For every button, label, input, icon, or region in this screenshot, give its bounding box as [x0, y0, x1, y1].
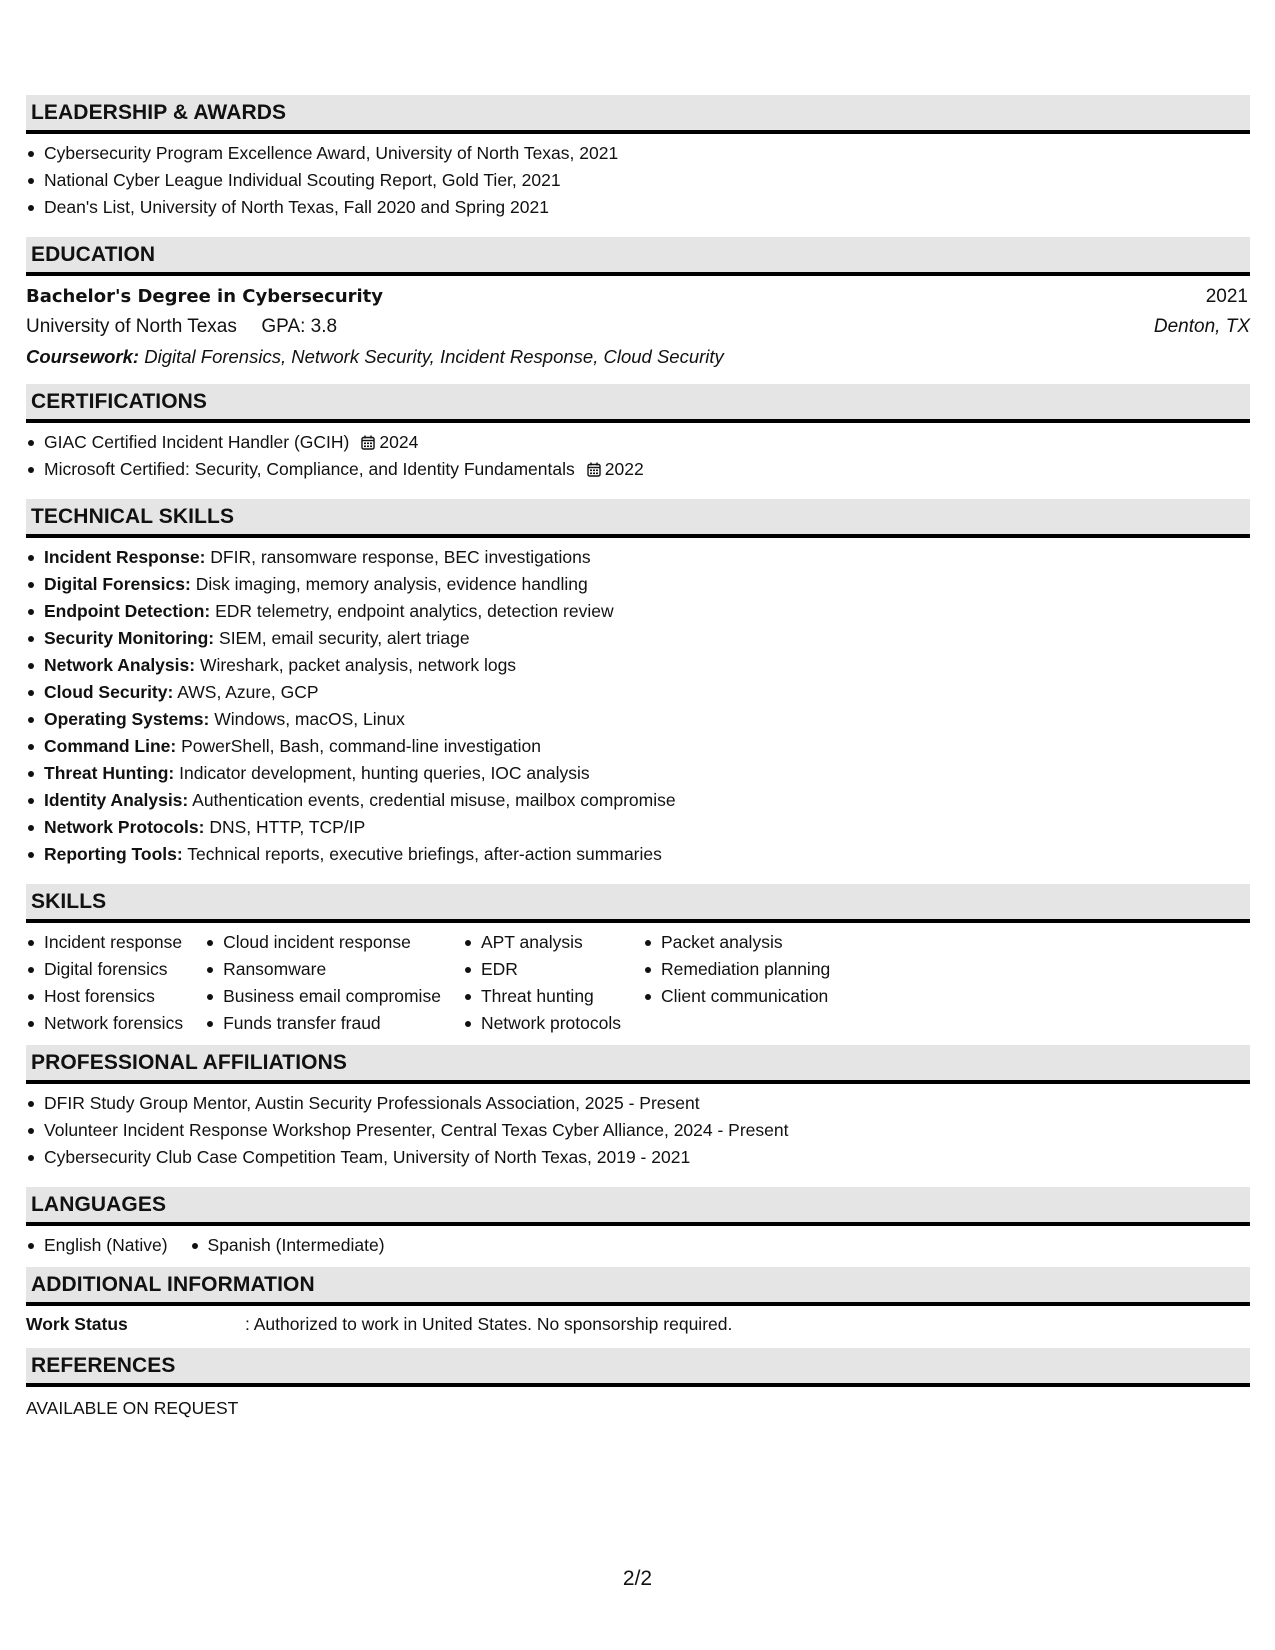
skill-value: SIEM, email security, alert triage [219, 628, 470, 648]
work-status-label: Work Status [26, 1314, 128, 1334]
skill-label: Incident Response: [44, 547, 206, 567]
section-header-education: EDUCATION [26, 237, 1250, 276]
list-item: English (Native) [26, 1232, 168, 1259]
certification-name: GIAC Certified Incident Handler (GCIH) [44, 432, 350, 452]
list-item: APT analysis [463, 929, 621, 956]
skills-column [463, 929, 621, 1037]
list-item [26, 598, 1250, 625]
skills-column [643, 929, 830, 1037]
section-header-certifications: CERTIFICATIONS [26, 384, 1250, 423]
list-item: Client communication [643, 983, 830, 1010]
resume-page [26, 95, 1250, 1422]
work-status-value: : Authorized to work in United States. No sponsorship required. [245, 1314, 733, 1334]
technical-skills-list [26, 538, 1250, 876]
certification-year: 2024 [379, 432, 419, 452]
skill-value: Technical reports, executive briefings, after-action summaries [187, 844, 662, 864]
skill-value: DNS, HTTP, TCP/IP [209, 817, 366, 837]
affiliations-list [26, 1084, 1250, 1179]
list-item: Digital forensics [26, 956, 183, 983]
list-item: Cloud incident response [205, 929, 441, 956]
skill-value: AWS, Azure, GCP [177, 682, 319, 702]
list-item: National Cyber League Individual Scouting Report, Gold Tier, 2021 [26, 167, 1250, 194]
skills-column [26, 929, 183, 1037]
skill-value: Indicator development, hunting queries, IOC analysis [179, 763, 590, 783]
list-item: Packet analysis [643, 929, 830, 956]
skill-label: Threat Hunting: [44, 763, 175, 783]
list-item [26, 571, 1250, 598]
section-header-leadership: LEADERSHIP & AWARDS [26, 95, 1250, 134]
graduation-year: 2021 [1205, 286, 1248, 307]
skill-value: Windows, macOS, Linux [214, 709, 405, 729]
list-item: DFIR Study Group Mentor, Austin Security Professionals Association, 2025 - Present [26, 1090, 1250, 1117]
skill-label: Endpoint Detection: [44, 601, 211, 621]
certifications-list [26, 423, 1250, 491]
section-header-languages: LANGUAGES [26, 1187, 1250, 1226]
skill-value: PowerShell, Bash, command-line investigation [181, 736, 542, 756]
list-item [26, 625, 1250, 652]
list-item: Remediation planning [643, 956, 830, 983]
section-header-skills: SKILLS [26, 884, 1250, 923]
list-item [26, 814, 1250, 841]
list-item [26, 841, 1250, 868]
references-text: AVAILABLE ON REQUEST [26, 1398, 239, 1418]
list-item: Cybersecurity Club Case Competition Team, University of North Texas, 2019 - 2021 [26, 1144, 1250, 1171]
section-header-additional-info: ADDITIONAL INFORMATION [26, 1267, 1250, 1306]
skill-label: Cloud Security: [44, 682, 174, 702]
list-item: EDR [463, 956, 621, 983]
list-item: Network protocols [463, 1010, 621, 1037]
skill-value: DFIR, ransomware response, BEC investigations [210, 547, 591, 567]
list-item: Business email compromise [205, 983, 441, 1010]
section-header-references: REFERENCES [26, 1348, 1250, 1387]
degree-title: Bachelor's Degree in Cybersecurity [26, 286, 384, 307]
skill-label: Digital Forensics: [44, 574, 191, 594]
list-item: Incident response [26, 929, 183, 956]
skill-label: Operating Systems: [44, 709, 210, 729]
calendar-icon [587, 462, 601, 477]
certification-year: 2022 [604, 459, 644, 479]
skill-label: Security Monitoring: [44, 628, 215, 648]
certification-item [26, 429, 1250, 456]
list-item [26, 544, 1250, 571]
skill-value: Disk imaging, memory analysis, evidence handling [195, 574, 588, 594]
skill-label: Network Protocols: [44, 817, 205, 837]
skill-value: Authentication events, credential misuse, mailbox compromise [192, 790, 676, 810]
section-header-affiliations: PROFESSIONAL AFFILIATIONS [26, 1045, 1250, 1084]
skill-label: Identity Analysis: [44, 790, 189, 810]
list-item [26, 679, 1250, 706]
list-item: Funds transfer fraud [205, 1010, 441, 1037]
skill-label: Reporting Tools: [44, 844, 183, 864]
certification-item [26, 456, 1250, 483]
education-entry [26, 276, 1250, 384]
work-status-row [26, 1306, 1250, 1348]
list-item: Threat hunting [463, 983, 621, 1010]
coursework-label: Coursework: [26, 346, 140, 367]
skill-value: Wireshark, packet analysis, network logs [199, 655, 517, 675]
school-location: Denton, TX [1153, 316, 1250, 337]
list-item [26, 652, 1250, 679]
list-item: Dean's List, University of North Texas, Fall 2020 and Spring 2021 [26, 194, 1250, 221]
list-item [26, 760, 1250, 787]
skills-grid [26, 923, 1250, 1045]
coursework-list: Digital Forensics, Network Security, Incident Response, Cloud Security [144, 346, 724, 367]
section-header-technical-skills: TECHNICAL SKILLS [26, 499, 1250, 538]
skill-value: EDR telemetry, endpoint analytics, detection review [215, 601, 614, 621]
list-item: Ransomware [205, 956, 441, 983]
list-item [26, 733, 1250, 760]
skill-label: Command Line: [44, 736, 177, 756]
school-name: University of North Texas [26, 316, 237, 337]
languages-list [26, 1226, 1250, 1267]
calendar-icon [361, 435, 375, 450]
skill-label: Network Analysis: [44, 655, 196, 675]
list-item: Volunteer Incident Response Workshop Presenter, Central Texas Cyber Alliance, 2024 - Present [26, 1117, 1250, 1144]
list-item [26, 706, 1250, 733]
page-number: 2/2 [622, 1567, 653, 1590]
list-item [26, 787, 1250, 814]
leadership-list [26, 134, 1250, 229]
list-item: Spanish (Intermediate) [190, 1232, 385, 1259]
list-item: Host forensics [26, 983, 183, 1010]
list-item: Cybersecurity Program Excellence Award, University of North Texas, 2021 [26, 140, 1250, 167]
gpa: GPA: 3.8 [261, 316, 338, 337]
skills-column [205, 929, 441, 1037]
list-item: Network forensics [26, 1010, 183, 1037]
certification-name: Microsoft Certified: Security, Compliance, and Identity Fundamentals [44, 459, 575, 479]
